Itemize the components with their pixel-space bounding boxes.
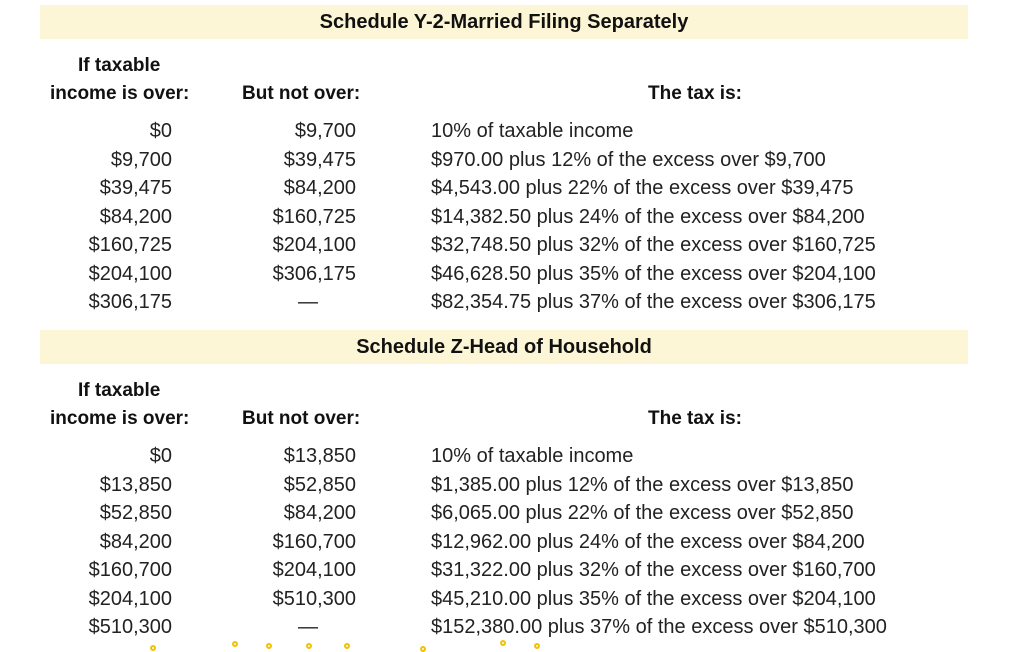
tax-cell: $4,543.00 plus 22% of the excess over $39,475 <box>431 177 854 199</box>
header-tax: The tax is: <box>648 408 742 429</box>
tax-cell: $45,210.00 plus 35% of the excess over $204,100 <box>431 587 876 610</box>
table-row <box>0 288 1024 317</box>
income-over-cell: $39,475 <box>99 177 172 199</box>
tax-cell: $970.00 plus 12% of the excess over $9,700 <box>431 148 826 171</box>
header-not-over: But not over: <box>242 83 361 104</box>
income-over-cell: $84,200 <box>99 205 172 228</box>
table-row <box>0 203 1024 232</box>
not-over-cell: $204,100 <box>272 559 356 581</box>
income-over-cell: $510,300 <box>88 616 172 638</box>
tax-cell: $32,748.50 plus 32% of the excess over $160,725 <box>431 234 876 256</box>
header-tax: The tax is: <box>648 83 742 104</box>
tax-cell: $12,962.00 plus 24% of the excess over $84,200 <box>431 530 865 553</box>
not-over-cell: $9,700 <box>294 120 356 142</box>
tax-cell: $152,380.00 plus 37% of the excess over $510,300 <box>431 616 887 638</box>
not-over-cell: $306,175 <box>272 262 356 285</box>
income-over-cell: $84,200 <box>99 530 172 553</box>
not-over-cell: $204,100 <box>272 234 356 256</box>
table-row <box>0 528 1024 557</box>
income-over-cell: $9,700 <box>110 148 172 171</box>
tax-cell: $82,354.75 plus 37% of the excess over $306,175 <box>431 291 876 313</box>
not-over-cell: $52,850 <box>283 473 356 496</box>
income-over-cell: $52,850 <box>99 502 172 524</box>
decorative-dot <box>534 643 540 649</box>
table-row <box>0 613 1024 642</box>
not-over-cell: $160,700 <box>272 530 356 553</box>
header-income-over <box>50 377 200 433</box>
tax-cell: $6,065.00 plus 22% of the excess over $52,850 <box>431 502 854 524</box>
tax-cell: $14,382.50 plus 24% of the excess over $84,200 <box>431 205 865 228</box>
income-over-cell: $204,100 <box>88 587 172 610</box>
bottom-decoration <box>0 640 1024 651</box>
header-income-over-line2: income is over: <box>50 83 190 104</box>
decorative-dot <box>344 643 350 649</box>
bracket-table <box>0 117 1024 317</box>
decorative-dot <box>232 641 238 647</box>
tax-cell: 10% of taxable income <box>431 120 634 142</box>
not-over-cell: $84,200 <box>283 502 356 524</box>
income-over-cell: $13,850 <box>99 473 172 496</box>
header-income-over-line1: If taxable <box>78 55 161 76</box>
table-row <box>0 260 1024 289</box>
decorative-dot <box>150 645 156 651</box>
not-over-cell: $510,300 <box>272 587 356 610</box>
income-over-cell: $160,725 <box>88 234 172 256</box>
table-row <box>0 499 1024 528</box>
header-not-over: But not over: <box>242 408 361 429</box>
table-row <box>0 117 1024 146</box>
decorative-dot <box>306 643 312 649</box>
not-over-cell: $39,475 <box>283 148 356 171</box>
tax-cell: $46,628.50 plus 35% of the excess over $204,100 <box>431 262 876 285</box>
tax-cell: $31,322.00 plus 32% of the excess over $160,700 <box>431 559 876 581</box>
income-over-cell: $204,100 <box>88 262 172 285</box>
income-over-cell: $306,175 <box>88 291 172 313</box>
bracket-table <box>0 442 1024 642</box>
tax-cell: $1,385.00 plus 12% of the excess over $13,850 <box>431 473 854 496</box>
not-over-cell: $160,725 <box>272 205 356 228</box>
income-over-cell: $0 <box>149 445 172 467</box>
decorative-dot <box>266 643 272 649</box>
header-income-over-line1: If taxable <box>78 380 161 401</box>
header-income-over-line2: income is over: <box>50 408 190 429</box>
table-row <box>0 442 1024 471</box>
not-over-cell: $13,850 <box>283 445 356 467</box>
header-income-over <box>50 52 200 108</box>
not-over-cell: — <box>298 616 318 638</box>
table-row <box>0 231 1024 260</box>
table-row <box>0 471 1024 500</box>
income-over-cell: $160,700 <box>88 559 172 581</box>
decorative-dot <box>420 646 426 652</box>
table-row <box>0 585 1024 614</box>
decorative-dot <box>500 640 506 646</box>
schedule-title: Schedule Z-Head of Household <box>40 330 968 364</box>
not-over-cell: — <box>298 291 318 313</box>
table-row <box>0 174 1024 203</box>
tax-cell: 10% of taxable income <box>431 445 634 467</box>
schedule-title: Schedule Y-2-Married Filing Separately <box>40 5 968 39</box>
not-over-cell: $84,200 <box>283 177 356 199</box>
table-row <box>0 146 1024 175</box>
table-row <box>0 556 1024 585</box>
income-over-cell: $0 <box>149 120 172 142</box>
